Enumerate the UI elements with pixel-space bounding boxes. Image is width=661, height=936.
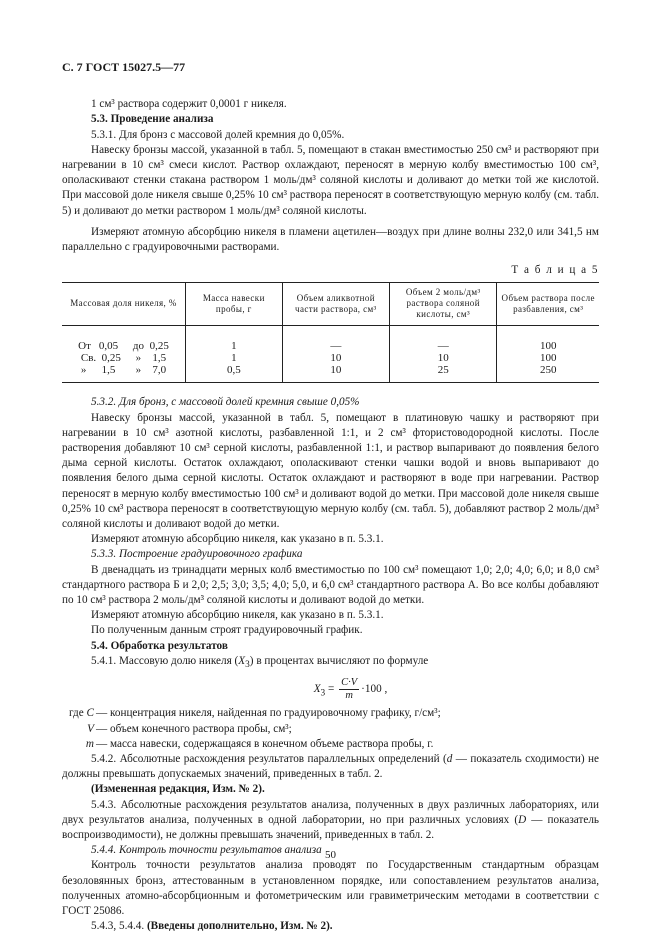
paragraph-calibration: В двенадцать из тринадцати мерных колб вместимостью по 100 см³ помещают 1,0; 2,0; 4,0; 6,0; и 8,0 см³ стандартного раствора Б и 2,0; 2,5; 3,0; 3,5; 4,0; 5,0, и 6,0 см³ стандартного раствора А. Во все колбы добавляют по 10 см³ раствора 2 моль/дм³ соляной кислоты и доливают водой до метки. [62, 563, 599, 607]
definition-text: концентрация никеля, найденная по градуировочному графику, г/см³; [110, 707, 441, 720]
paragraph-measure-again: Измеряют атомную абсорбцию никеля, как указано в п. 5.3.1. [91, 533, 384, 546]
clause-5-4-3: 5.4.3. Абсолютные расхождения результатов анализа, полученных в двух различных лабораториях, или двух результатов анализа, полученных в одной лаборатории, но при различных условиях (D — показатель воспроизводимости), не должны превышать значений, приведенных в табл. 2. [62, 798, 599, 841]
table-row [62, 326, 599, 353]
nickel-range-cell: От 0,05 до 0,25 [78, 340, 169, 353]
paragraph-measurement: Измеряют атомную абсорбцию никеля в пламени ацетилен—воздух при длине волны 232,0 или 341,5 нм параллельно с градуировочными растворами. [62, 225, 599, 254]
nickel-range-cell: » 1,5 » 7,0 [80, 364, 167, 377]
paragraph-platinum-dish: Навеску бронзы массой, указанной в табл. 5, помещают в платиновую чашку и растворяют при нагревании в 10 см³ азотной кислоты, разбавленной 1:1, и 2 см³ фтористоводородной кислоты. После растворения добавляют 10 см³ серной кислоты, разбавленной 1:1, и раствор выпаривают до появления белого дыма серной кислоты. Остаток охлаждают, ополаскивают стенки чашки водой и вновь выпаривают до появления белого дыма серной кислоты. Остаток охлаждают и растворяют в воде при нагревании. Раствор переносят в мерную колбу вместимостью 100 см³ и доливают водой до метки. При массовой доле никеля свыше 0,25% 10 см³ раствора переносят в соответствующую мерную колбу (см. табл. 5), добавляют раствор 2 моль/дм³ соляной кислоты и доливают водой до метки. [62, 411, 599, 531]
column-header: Объем 2 моль/дм³ раствора соляной кислоты, см³ [390, 283, 497, 326]
column-header: Объем раствора после разбавления, см³ [497, 283, 599, 326]
clause-5-4-4: 5.4.4. Контроль точности результатов анализа [91, 844, 322, 857]
formula-definitions: где C — концентрация никеля, найденная по градуировочному графику, г/см³; V — объем конечного раствора пробы, см³; m — масса навески, содержащаяся в конечном объеме раствора пробы, г. [62, 706, 599, 752]
table-cell: 10 [282, 352, 389, 364]
clause-5-4-1: 5.4.1. Массовую долю никеля $(X_3)$ в процентах вычисляют по формуле [91, 654, 429, 671]
page-header: С. 7 ГОСТ 15027.5—77 [62, 60, 186, 74]
definition-text: объем конечного раствора пробы, см³; [110, 722, 292, 735]
paragraph-accuracy-control: Контроль точности результатов анализа проводят по Государственным стандартным образцам безоловянных бронз, аттестованным в установленном порядке, или сопоставлением результатов анализа, полученных атомно-абсорбционным и фотометрическим или гравиметрическим методами в соответствии с ГОСТ 25086. [62, 859, 599, 917]
definition-text: масса навески, содержащаяся в конечном объеме раствора пробы, г. [110, 737, 434, 750]
final-amendment-note: 5.4.3, 5.4.4. (Введены дополнительно, Изм. № 2). [91, 920, 333, 933]
paragraph-measure-calibration: Измеряют атомную абсорбцию никеля, как указано в п. 5.3.1. [91, 609, 384, 622]
section-5-4-title: 5.4. Обработка результатов [91, 639, 228, 652]
nickel-range-cell: Св. 0,25 » 1,5 [80, 352, 167, 365]
amendment-note: (Измененная редакция, Изм. № 2). [91, 783, 265, 796]
table-cell: 0,5 [186, 364, 283, 383]
column-header: Масса навески пробы, г [186, 283, 283, 326]
document-page [62, 60, 599, 934]
column-header: Массовая доля никеля, % [62, 283, 186, 326]
table-cell: 1 [186, 352, 283, 364]
section-5-3-title: 5.3. Проведение анализа [91, 113, 214, 126]
table-5 [62, 282, 599, 383]
clause-5-4-2: 5.4.2. Абсолютные расхождения результатов параллельных определений (d — показатель сходимости) не должны превышать допускаемых значений, приведенных в табл. 2. [62, 752, 600, 781]
column-header: Объем аликвотной части раствора, см³ [282, 283, 389, 326]
paragraph-dissolution: Навеску бронзы массой, указанной в табл. 5, помещают в стакан вместимостью 250 см³ и растворяют при нагревании в 10 см³ смеси кислот. Раствор охлаждают, переносят в мерную колбу вместимостью 100 см³, ополаскивают стенки стакана раствором 1 моль/дм³ соляной кислоты и доливают до метки той же кислотой. При массовой доле никеля свыше 0,25% 10 см³ раствора переносят в соответствующую мерную колбу (см. табл. 5) и доливают до метки раствором 1 моль/дм³ соляной кислоты. [62, 143, 599, 217]
intro-paragraph: 1 см³ раствора содержит 0,0001 г никеля. [91, 98, 287, 111]
clause-5-3-1: 5.3.1. Для бронз с массовой долей кремния до 0,05%. [91, 128, 345, 141]
table-cell: — [390, 326, 497, 353]
table-cell: 10 [390, 352, 497, 364]
paragraph-graph: По полученным данным строят градуировочный график. [91, 624, 363, 637]
table-cell: 10 [282, 364, 389, 383]
clause-5-3-2: 5.3.2. Для бронз, с массовой долей кремния свыше 0,05% [91, 396, 360, 409]
table-row [62, 352, 599, 364]
table-cell: 1 [186, 326, 283, 353]
table-cell: — [282, 326, 389, 353]
table-cell: 100 [497, 352, 599, 364]
table-cell: 250 [497, 364, 599, 383]
table-cell: 100 [497, 326, 599, 353]
table-cell: 25 [390, 364, 497, 383]
table-caption: Т а б л и ц а 5 [511, 264, 599, 277]
clause-5-3-3: 5.3.3. Построение градуировочного графика [91, 548, 303, 561]
page-number: 50 [325, 849, 336, 861]
table-row [62, 364, 599, 383]
nickel-formula: $X_3$ = $\frac{C\cdot V}{m}$ ·100 , [313, 677, 388, 702]
